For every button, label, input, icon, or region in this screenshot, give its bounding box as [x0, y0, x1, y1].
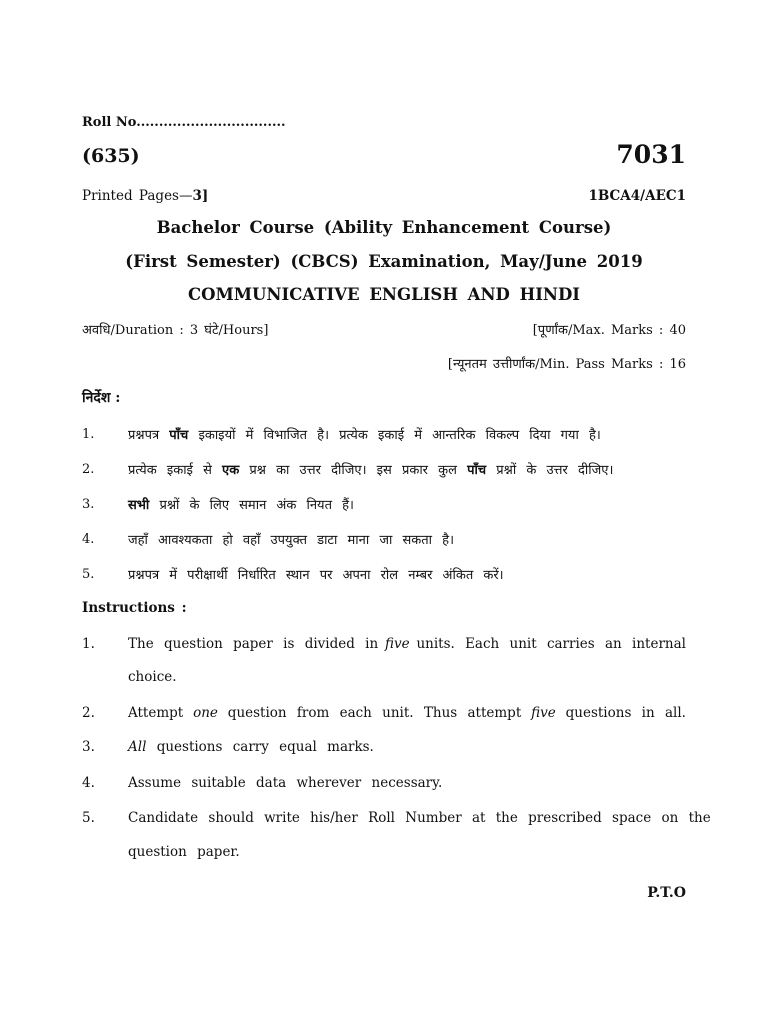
instruction-item: Candidate should write his/her Roll Number at the prescribed space on the [128, 810, 711, 826]
instruction-emphasis: one [193, 705, 218, 721]
instruction-item: Assume suitable data wherever necessary. [128, 775, 443, 791]
instruction-text: questions in all. [565, 705, 686, 721]
instruction-number: 2. [82, 705, 95, 721]
instruction-emphasis: five [531, 705, 556, 721]
instruction-number: 4. [82, 775, 95, 791]
hindi-item-number: 2. [82, 462, 95, 477]
hindi-item-number: 3. [82, 497, 95, 512]
course-title: Bachelor Course (Ability Enhancement Course) [156, 218, 612, 237]
english-instructions-heading: Instructions : [82, 600, 187, 616]
instruction-text: The question paper is divided in [128, 636, 379, 652]
hindi-item-text: प्रश्नों के उत्तर दीजिए। [496, 463, 614, 478]
hindi-item-text: प्रश्न का उत्तर दीजिए। इस प्रकार कुल [249, 463, 457, 478]
instruction-number: 3. [82, 739, 95, 755]
instruction-text: Attempt [128, 705, 184, 721]
subject-title: COMMUNICATIVE ENGLISH AND HINDI [187, 285, 581, 304]
min-pass-marks: [न्यूनतम उत्तीर्णांक/Min. Pass Marks : 16 [447, 357, 686, 372]
hindi-item-number: 5. [82, 567, 95, 582]
hindi-item-emphasis: एक [222, 463, 240, 478]
hindi-item-text: प्रत्येक इकाई से [128, 463, 212, 478]
please-turn-over: P.T.O [647, 885, 686, 901]
max-marks: [पूर्णांक/Max. Marks : 40 [532, 323, 686, 338]
hindi-item-text: प्रश्नों के लिए समान अंक नियत हैं। [159, 498, 354, 513]
paper-code: (635) [82, 145, 140, 167]
subject-code: 1BCA4/AEC1 [588, 188, 686, 204]
hindi-item-emphasis: पाँच [169, 428, 189, 443]
hindi-instructions-heading: निर्देश : [82, 390, 121, 406]
printed-pages [82, 188, 208, 204]
hindi-item [128, 495, 354, 513]
roll-number-line: Roll No................................. [82, 115, 286, 130]
hindi-item [128, 425, 601, 443]
instruction-item [128, 636, 686, 652]
instruction-number: 5. [82, 810, 95, 826]
instruction-continuation: question paper. [128, 844, 240, 860]
printed-pages-label: Printed Pages— [82, 188, 193, 204]
hindi-item: प्रश्नपत्र में परीक्षार्थी निर्धारित स्थान पर अपना रोल नम्बर अंकित करें। [128, 568, 504, 583]
instruction-item [128, 705, 686, 721]
hindi-item-number: 4. [82, 532, 95, 547]
instruction-text: question from each unit. Thus attempt [227, 705, 522, 721]
duration: अवधि/Duration : 3 घंटे/Hours] [82, 323, 269, 338]
instruction-continuation: choice. [128, 669, 177, 685]
hindi-item-emphasis: पाँच [467, 463, 487, 478]
hindi-item-emphasis: सभी [128, 498, 150, 513]
instruction-text: questions carry equal marks. [156, 739, 374, 755]
instruction-item [128, 739, 374, 755]
instruction-text: units. Each unit carries an internal [416, 636, 686, 652]
exam-title: (First Semester) (CBCS) Examination, May/June 2019 [125, 252, 643, 271]
instruction-emphasis: All [128, 739, 147, 755]
hindi-item-text: प्रश्नपत्र [128, 428, 160, 443]
printed-pages-value: 3] [192, 188, 209, 204]
paper-number: 7031 [616, 140, 686, 169]
hindi-item: जहाँ आवश्यकता हो वहाँ उपयुक्त डाटा माना जा सकता है। [128, 533, 454, 548]
hindi-item-number: 1. [82, 427, 95, 442]
hindi-item [128, 460, 613, 478]
instruction-number: 1. [82, 636, 95, 652]
hindi-item-text: इकाइयों में विभाजित है। प्रत्येक इकाई में आन्तरिक विकल्प दिया गया है। [198, 428, 601, 443]
instruction-emphasis: five [385, 636, 410, 652]
